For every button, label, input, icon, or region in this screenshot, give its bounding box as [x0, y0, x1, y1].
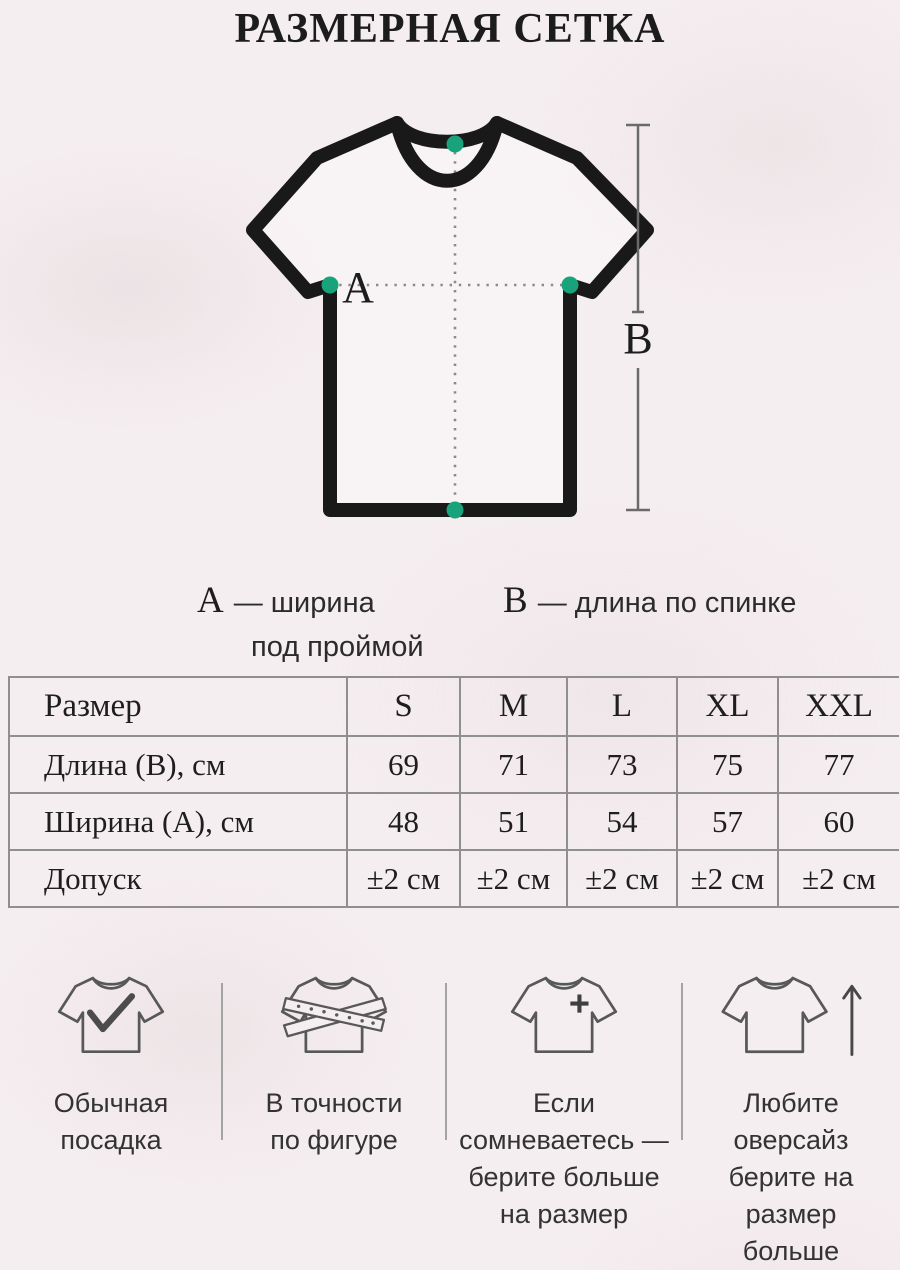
size-table-header-xl: XL	[676, 678, 777, 735]
tolerance-value-xl: ±2 см	[676, 849, 777, 906]
length-value-xl: 75	[676, 735, 777, 792]
width-value-s: 48	[346, 792, 459, 849]
size-table-header-label: Размер	[44, 688, 142, 724]
fit-caption-regular-line1: Обычная	[53, 1088, 169, 1118]
arrow-up-glyph	[844, 986, 860, 1054]
fit-item-oversize	[682, 955, 900, 1270]
fit-guide	[0, 955, 900, 1270]
fit-item-true-to-size	[222, 955, 446, 1270]
length-label-b: B	[623, 314, 653, 363]
legend-width-letter: A	[197, 580, 224, 621]
width-value-xxl: 60	[777, 792, 899, 849]
width-value-xl: 57	[676, 792, 777, 849]
tshirt-tape-icon	[275, 969, 393, 1069]
width-row-label: Ширина (A), см	[10, 792, 346, 849]
legend-length	[503, 579, 796, 622]
fit-caption-regular-line2: посадка	[60, 1125, 162, 1155]
fit-item-size-up-if-unsure	[446, 955, 682, 1270]
fit-caption-true-line2: по фигуре	[270, 1125, 398, 1155]
size-table-header-s: S	[346, 678, 459, 735]
tolerance-value-xxl: ±2 см	[777, 849, 899, 906]
legend-width-text: — ширина	[233, 587, 375, 619]
size-table-header-l: L	[566, 678, 676, 735]
length-value-l: 73	[566, 735, 676, 792]
measure-point-neck	[447, 136, 464, 153]
tshirt-check-icon	[52, 969, 170, 1069]
fit-caption-unsure-line1: Если сомневаетесь —	[459, 1088, 669, 1155]
length-value-xxl: 77	[777, 735, 899, 792]
size-table-header-xxl: XXL	[777, 678, 899, 735]
fit-caption-oversize-line1: Любите оверсайз	[733, 1088, 849, 1155]
tshirt-plus-icon	[505, 969, 623, 1069]
checkmark-glyph	[90, 996, 132, 1029]
width-label-a: A	[342, 263, 374, 312]
measure-point-right-armpit	[562, 277, 579, 294]
tolerance-row-label: Допуск	[10, 849, 346, 906]
fit-caption-true-line1: В точности	[265, 1088, 403, 1118]
size-table	[8, 676, 899, 908]
fit-guide-divider-3	[681, 983, 683, 1140]
measure-point-hem	[447, 502, 464, 519]
length-value-m: 71	[459, 735, 566, 792]
legend-width-text-line2: под проймой	[251, 631, 424, 663]
width-value-l: 54	[566, 792, 676, 849]
fit-guide-divider-2	[445, 983, 447, 1140]
legend-length-text: — длина по спинке	[537, 587, 797, 619]
fit-guide-divider-1	[221, 983, 223, 1140]
length-value-s: 69	[346, 735, 459, 792]
legend-width	[197, 579, 424, 664]
tshirt-measurement-diagram	[225, 100, 695, 530]
size-table-header-m: M	[459, 678, 566, 735]
tolerance-value-l: ±2 см	[566, 849, 676, 906]
tolerance-value-m: ±2 см	[459, 849, 566, 906]
fit-caption-unsure-line3: на размер	[499, 1199, 629, 1229]
legend-length-letter: B	[503, 580, 528, 621]
plus-glyph	[570, 994, 588, 1012]
tolerance-value-s: ±2 см	[346, 849, 459, 906]
measure-point-left-armpit	[322, 277, 339, 294]
fit-caption-unsure-line2: берите больше	[468, 1162, 660, 1192]
fit-item-regular	[0, 955, 222, 1270]
tshirt-oversize-icon	[715, 969, 867, 1069]
fit-caption-oversize-line3: больше	[742, 1236, 840, 1266]
fit-caption-oversize-line2: берите на размер	[728, 1162, 854, 1229]
length-row-label: Длина (B), см	[10, 735, 346, 792]
width-value-m: 51	[459, 792, 566, 849]
page-title: РАЗМЕРНАЯ СЕТКА	[234, 6, 666, 52]
